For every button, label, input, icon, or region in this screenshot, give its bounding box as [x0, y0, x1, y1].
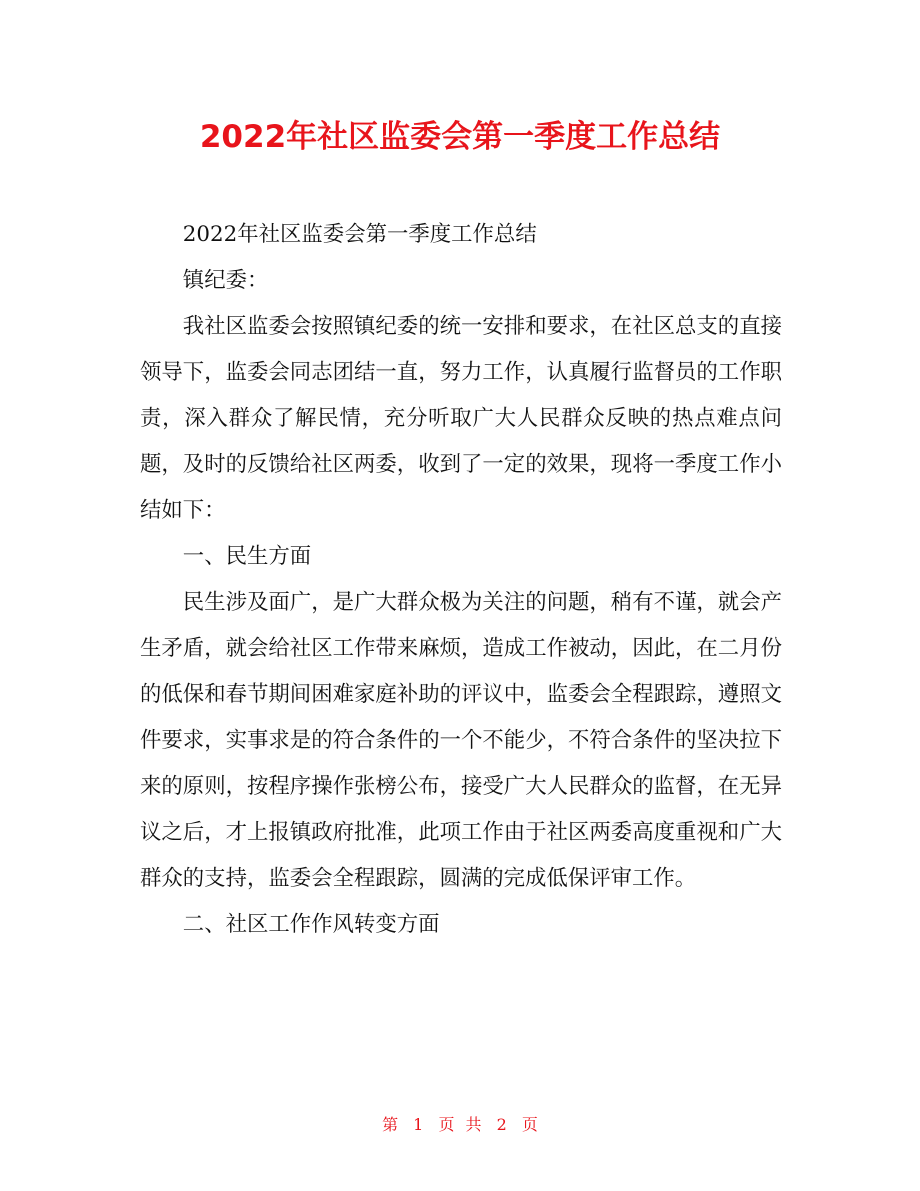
footer-prefix: 第 [382, 1115, 399, 1134]
paragraph-livelihood: 民生涉及面广，是广大群众极为关注的问题，稍有不谨，就会产生矛盾，就会给社区工作带来麻烦，造成工作被动，因此，在二月份的低保和春节期间困难家庭补助的评议中，监委会全程跟踪，遵照文件要求，实事求是的符合条件的一个不能少，不符合条件的坚决拉下来的原则，按程序操作张榜公布，接受广大人民群众的监督，在无异议之后，才上报镇政府批准，此项工作由于社区两委高度重视和广大群众的支持，监委会全程跟踪，圆满的完成低保评审工作。 [140, 590, 782, 891]
footer-suffix: 页 [521, 1115, 538, 1134]
page-footer [0, 1111, 920, 1139]
paragraph-subtitle: 2022年社区监委会第一季度工作总结 [182, 222, 537, 247]
document-title: 2022年社区监委会第一季度工作总结 [199, 119, 721, 155]
footer-mid: 页 共 [438, 1115, 482, 1134]
document-body [140, 212, 782, 948]
section-heading-work-style: 二、社区工作作风转变方面 [182, 912, 440, 937]
footer-total-pages: 2 [496, 1115, 507, 1134]
paragraph-salutation: 镇纪委： [182, 268, 269, 293]
paragraph-intro: 我社区监委会按照镇纪委的统一安排和要求，在社区总支的直接领导下，监委会同志团结一直，努力工作，认真履行监督员的工作职责，深入群众了解民情，充分听取广大人民群众反映的热点难点问题，及时的反馈给社区两委，收到了一定的效果，现将一季度工作小结如下： [140, 314, 782, 523]
footer-current-page: 1 [413, 1115, 424, 1134]
section-heading-livelihood: 一、民生方面 [182, 544, 312, 569]
